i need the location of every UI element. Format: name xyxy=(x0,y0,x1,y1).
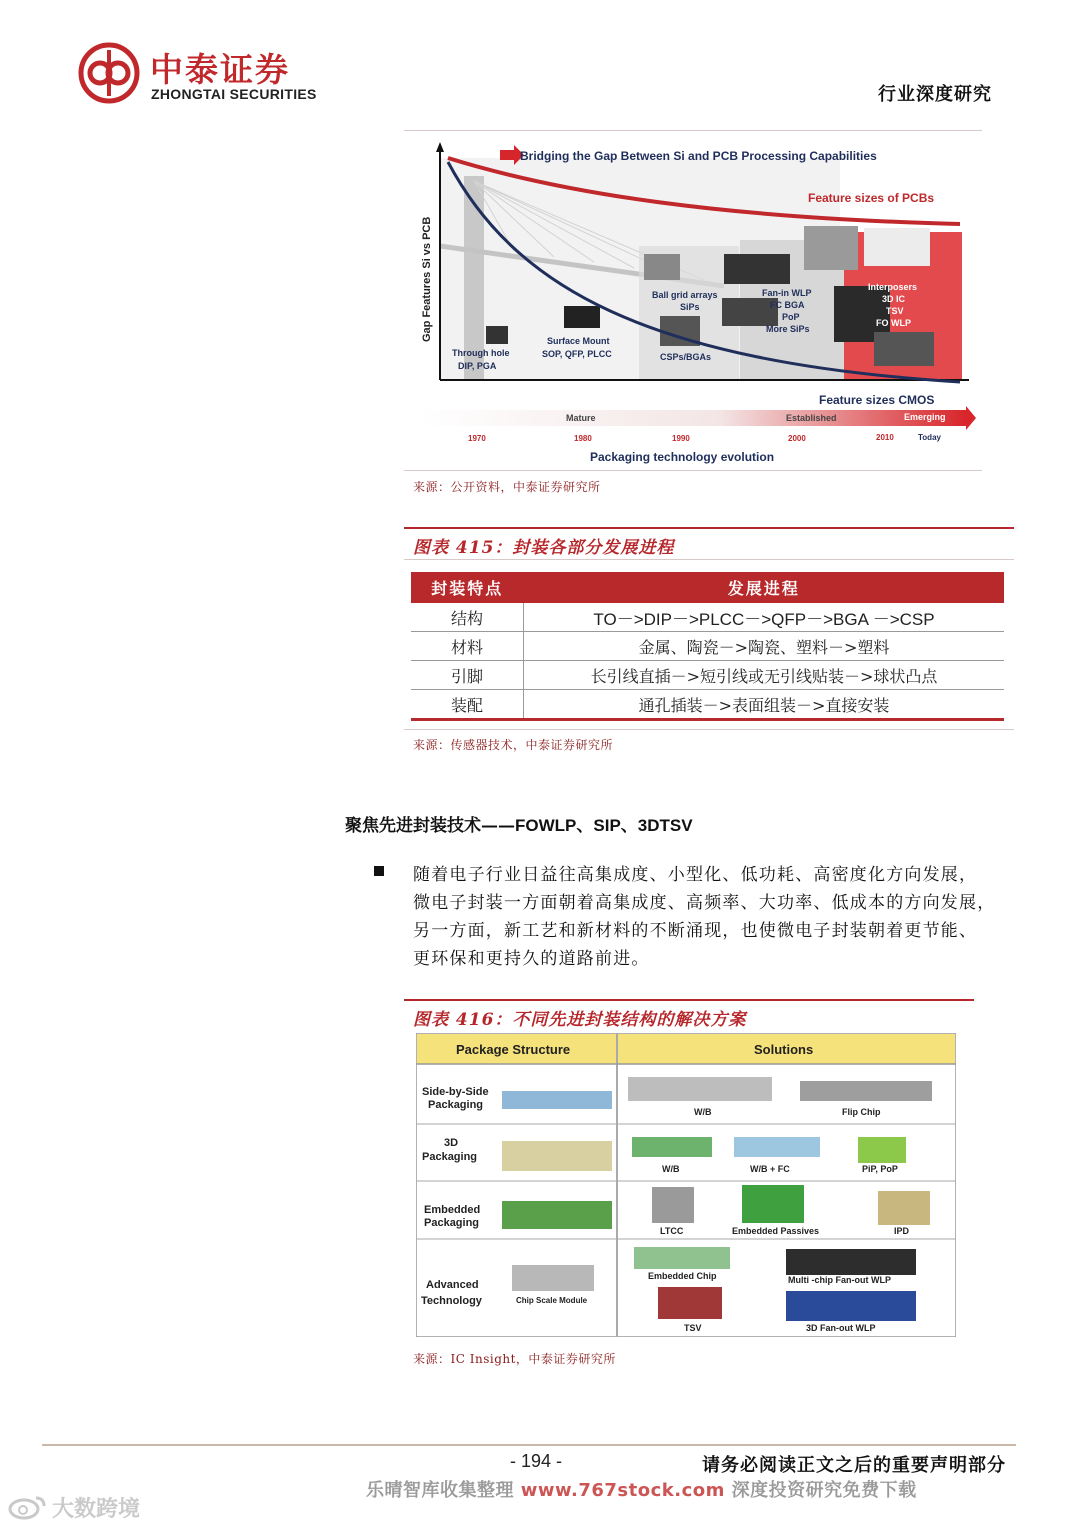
table-cell: 装配 xyxy=(411,690,524,720)
solution-label: Multi -chip Fan-out WLP xyxy=(788,1275,891,1285)
figure-title-bar xyxy=(404,999,974,1001)
cmos-curve-label: Feature sizes CMOS xyxy=(819,393,935,407)
3d-fanout-wlp-icon xyxy=(786,1291,916,1321)
pcb-curve-label: Feature sizes of PCBs xyxy=(808,191,935,205)
wb-fc-package-icon xyxy=(734,1137,820,1157)
fowlp-package-icon xyxy=(874,332,934,366)
solution-label: 3D Fan-out WLP xyxy=(806,1323,876,1333)
x-axis-label: Packaging technology evolution xyxy=(590,450,775,464)
label-interposers: Interposers xyxy=(868,282,918,292)
label-dip-pga: DIP, PGA xyxy=(458,361,497,371)
row-label: Advanced xyxy=(426,1279,479,1291)
report-type-label: 行业深度研究 xyxy=(878,84,992,105)
pip-pop-package-icon xyxy=(858,1137,906,1163)
solution-label: PiP, PoP xyxy=(862,1164,898,1174)
interposer-array-icon xyxy=(804,226,858,270)
table-cell: 长引线直插－>短引线或无引线贴装－>球状凸点 xyxy=(524,661,1005,690)
weibo-icon xyxy=(8,1494,48,1520)
multichip-fanout-wlp-icon xyxy=(786,1249,916,1275)
solution-label: W/B + FC xyxy=(750,1164,790,1174)
paragraph-line: 随着电子行业日益往高集成度、小型化、低功耗、高密度化方向发展， xyxy=(413,865,978,885)
table-row xyxy=(411,690,1004,720)
section-heading xyxy=(345,811,693,836)
sip-module-icon xyxy=(724,254,790,284)
figure-415-title: 图表 415：封装各部分发展进程 xyxy=(413,538,675,558)
solution-label: Embedded Passives xyxy=(732,1226,820,1236)
label-sop-qfp-plcc: SOP, QFP, PLCC xyxy=(542,349,612,359)
embedded-packaging-diagram-icon xyxy=(502,1201,612,1229)
wb-3d-package-icon xyxy=(632,1137,712,1157)
year-1980: 1980 xyxy=(574,434,592,443)
chip-scale-module-label: Chip Scale Module xyxy=(516,1296,588,1305)
ipd-icon xyxy=(878,1191,930,1225)
watermark-line xyxy=(366,1476,917,1502)
solution-label: TSV xyxy=(684,1323,702,1333)
row-label: Packaging xyxy=(428,1099,484,1111)
disclaimer-text: 请务必阅读正文之后的重要声明部分 xyxy=(702,1455,1006,1476)
divider xyxy=(404,470,982,471)
label-fanin-wlp: Fan-in WLP xyxy=(762,288,812,298)
solution-label: Flip Chip xyxy=(842,1107,881,1117)
figure-title: Bridging the Gap Between Si and PCB Processing Capabilities xyxy=(520,149,877,163)
logo-chinese: 中泰证券 xyxy=(150,50,290,89)
year-1990: 1990 xyxy=(672,434,690,443)
table-cell: 金属、陶瓷－>陶瓷、塑料－>塑料 xyxy=(524,632,1005,661)
label-csp-bga: CSPs/BGAs xyxy=(660,352,712,362)
table-cell: 引脚 xyxy=(411,661,524,690)
page-number: - 194 - xyxy=(510,1451,563,1471)
row-label: Technology xyxy=(421,1295,482,1307)
ltcc-icon xyxy=(652,1187,694,1223)
table-cell: 结构 xyxy=(411,603,524,632)
label-pop: PoP xyxy=(782,312,800,322)
table-header: 发展进程 xyxy=(524,572,1005,603)
chip-scale-module-icon xyxy=(512,1265,594,1291)
divider xyxy=(404,130,982,131)
watermark-text: 乐晴智库收集整理 xyxy=(366,1480,514,1501)
year-2000: 2000 xyxy=(788,434,806,443)
table-cell: 材料 xyxy=(411,632,524,661)
paragraph-line: 微电子封装一方面朝着高集成度、高频率、大功率、低成本的方向发展， xyxy=(413,893,996,913)
row-label: Embedded xyxy=(424,1204,481,1216)
label-through-hole: Through hole xyxy=(452,348,510,358)
solution-label: IPD xyxy=(894,1226,910,1236)
table-cell: 通孔插装－>表面组装－>直接安装 xyxy=(524,690,1005,720)
figure-416-table xyxy=(416,1033,956,1337)
stage-mature: Mature xyxy=(566,413,596,423)
section-heading-en: FOWLP、SIP、3DTSV xyxy=(515,816,693,835)
header-package-structure: Package Structure xyxy=(456,1042,571,1057)
solution-label: LTCC xyxy=(660,1226,684,1236)
side-by-side-diagram-icon xyxy=(502,1091,612,1109)
table-header-row xyxy=(411,572,1004,603)
tsv-icon xyxy=(658,1287,722,1319)
figure-title-bar xyxy=(404,527,1014,529)
logo-mark-icon xyxy=(78,42,140,104)
figure-source: 来源：传感器技术，中泰证券研究所 xyxy=(413,738,614,752)
paragraph-line: 更环保和更持久的道路前进。 xyxy=(413,949,650,969)
header-solutions: Solutions xyxy=(754,1042,814,1057)
label-fo-wlp: FO WLP xyxy=(876,318,911,328)
label-more-sips: More SiPs xyxy=(766,324,810,334)
divider xyxy=(404,559,1014,560)
3d-chip-stack-icon xyxy=(864,228,930,266)
weibo-watermark-text: 大数跨境 xyxy=(52,1497,141,1522)
surface-mount-chip-icon xyxy=(564,306,600,328)
label-tsv: TSV xyxy=(886,306,904,316)
label-ball-grid: Ball grid arrays xyxy=(652,290,718,300)
year-2010: 2010 xyxy=(876,433,894,442)
paragraph-line: 另一方面，新工艺和新材料的不断涌现，也使微电子封装朝着更节能、 xyxy=(413,921,978,941)
section-heading-cn: 聚焦先进封装技术—— xyxy=(345,816,515,836)
figure-source: 来源：公开资料，中泰证券研究所 xyxy=(413,480,601,494)
label-3d-ic: 3D IC xyxy=(882,294,906,304)
stage-emerging: Emerging xyxy=(904,412,946,422)
logo-english: ZHONGTAI SECURITIES xyxy=(151,86,317,102)
embedded-chip-icon xyxy=(634,1247,730,1269)
y-axis-label: Gap Features Si vs PCB xyxy=(421,216,433,342)
label-fc-bga: FC BGA xyxy=(770,300,805,310)
ball-grid-array-icon xyxy=(644,254,680,280)
solution-label: Embedded Chip xyxy=(648,1271,717,1281)
packaging-evolution-figure xyxy=(404,136,982,469)
figure-source: 来源：IC Insight，中泰证券研究所 xyxy=(413,1352,616,1366)
label-surface-mount: Surface Mount xyxy=(547,336,610,346)
through-hole-chip-icon xyxy=(486,326,508,344)
wb-package-icon xyxy=(628,1077,772,1101)
flip-chip-package-icon xyxy=(800,1081,932,1101)
solution-label: W/B xyxy=(694,1107,712,1117)
row-label: Packaging xyxy=(422,1151,478,1163)
embedded-passives-icon xyxy=(742,1185,804,1223)
table-row xyxy=(411,603,1004,632)
year-today: Today xyxy=(918,433,941,442)
table-cell: TO－>DIP－>PLCC－>QFP－>BGA －>CSP xyxy=(524,603,1005,632)
footer-divider xyxy=(42,1444,1016,1446)
figure-415-table xyxy=(411,572,1004,721)
row-label: Side-by-Side xyxy=(422,1086,489,1098)
label-sips: SiPs xyxy=(680,302,700,312)
year-1970: 1970 xyxy=(468,434,486,443)
solution-label: W/B xyxy=(662,1164,680,1174)
figure-416-title: 图表 416：不同先进封装结构的解决方案 xyxy=(413,1010,747,1030)
divider xyxy=(404,729,1014,730)
3d-packaging-diagram-icon xyxy=(502,1141,612,1171)
watermark-text: 深度投资研究免费下载 xyxy=(731,1480,917,1501)
table-row xyxy=(411,661,1004,690)
table-row xyxy=(411,632,1004,661)
table-header: 封装特点 xyxy=(411,572,524,603)
stage-established: Established xyxy=(786,413,837,423)
row-label: 3D xyxy=(444,1137,459,1149)
row-label: Packaging xyxy=(424,1217,480,1229)
watermark-url[interactable]: www.767stock.com xyxy=(520,1480,725,1501)
bullet-square-icon xyxy=(374,866,384,876)
